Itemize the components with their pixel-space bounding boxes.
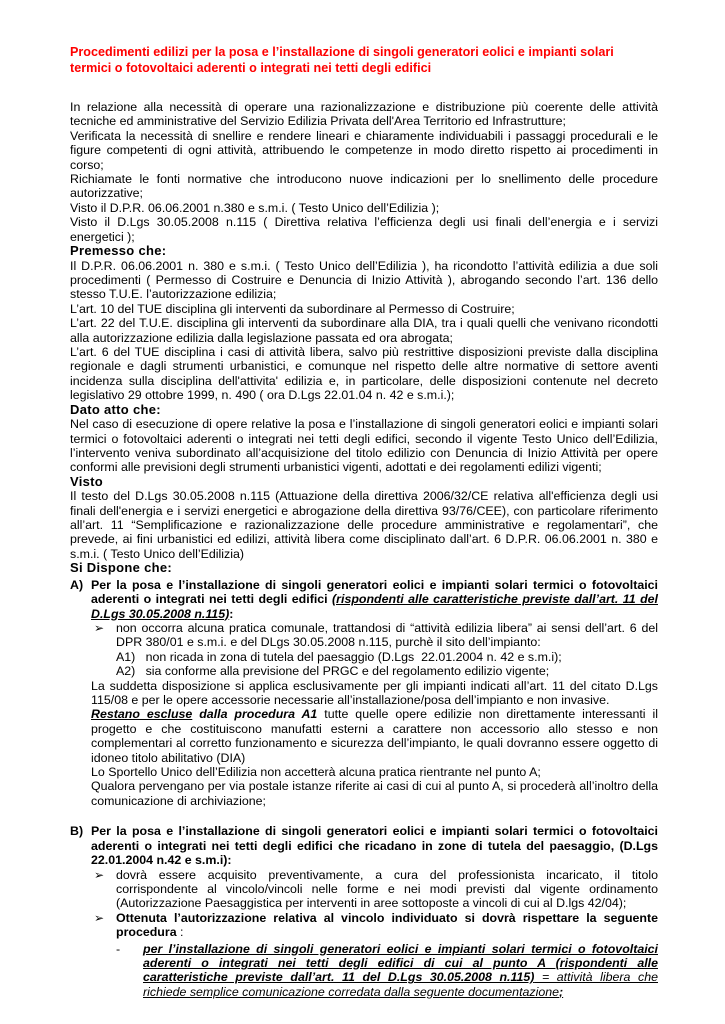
section-b-dash-bold: per l’installazione di singoli generatori eolici e impianti solari termici o fotovoltaici aderenti o integrati nei tetti degli edifici di cui al punto A (rispondenti alle caratteristiche previste dall’art. 11 del D.Lgs 30.05.2008 n.115) — [143, 941, 658, 985]
si-dispone-heading: Si Dispone che: — [70, 560, 173, 576]
section-b — [70, 824, 658, 999]
visto-heading: Visto — [70, 473, 104, 489]
section-b-bullet — [94, 868, 658, 911]
section-a-title-reference: (rispondenti alle caratteristiche previste dall’art. 11 del D.Lgs 30.05.2008 n.115) — [91, 592, 658, 621]
intro-paragraph: In relazione alla necessità di operare una razionalizzazione e distribuzione più coerente delle attività tecniche ed amministrative del Servizio Edilizia Privata dell'Area Territorio ed Infrastrutture; — [70, 100, 658, 129]
section-b-body — [91, 824, 658, 999]
premesso-paragraph: L’art. 10 del TUE disciplina gli interventi da subordinare al Permesso di Costruire; — [70, 301, 515, 316]
section-b-procedure-end: : — [176, 925, 184, 940]
arrow-bullet-icon: ➢ — [94, 621, 105, 635]
dato-atto-heading: Dato atto che: — [70, 401, 161, 417]
arrow-bullet-icon: ➢ — [94, 910, 105, 925]
visto-paragraph: Il testo del D.Lgs 30.05.2008 n.115 (Attuazione della direttiva 2006/32/CE relativa all'efficienza degli usi finali dell'energia e i servizi energetici e abrogazione della direttiva 93/76/CEE), con particolare riferimento all’art. 11 “Semplificazione e razionalizzazione delle procedure amministrative e regolamentari”, che prevede, ai fini urbanistici ed edilizi, attività libera come disciplinato dall’art. 6 D.P.R. 06.06.2001 n. 380 e s.m.i. ( Testo Unico dell’Edilizia) — [70, 489, 658, 561]
premesso-paragraph: L’art. 6 del TUE disciplina i casi di attività libera, salvo più restrittive disposizioni previste dalla disciplina regionale e dagli strumenti urbanistici, e comunque nel rispetto delle altre normative di settore aventi incidenza sulla disciplina dell'attivita' edilizia e, in particolare, delle disposizioni contenute nel decreto legislativo 29 ottobre 1999, n. 490 ( ora D.Lgs 22.01.04 n. 42 e s.m.i.); — [70, 345, 658, 403]
section-b-bullet-procedure — [116, 911, 658, 940]
section-a-note: La suddetta disposizione si applica esclusivamente per gli impianti indicati all’art. 11 del citato D.Lgs 115/08 e per le opere accessorie necessarie all’installazione/posa dell’impianto e non invasive. — [91, 678, 658, 708]
document-page — [70, 44, 658, 999]
premesso-heading: Premesso che: — [70, 243, 167, 259]
section-a-excluded — [91, 707, 658, 765]
section-a-title-end: : — [229, 606, 234, 621]
section-a-sub-item: A2) sia conforme alla previsione del PRGC e del regolamento edilizio vigente; — [116, 664, 550, 679]
section-a-excluded-lead: Restano escluse — [91, 707, 193, 722]
section-b-dash-end: ; — [559, 984, 564, 999]
arrow-bullet-icon: ➢ — [94, 867, 105, 882]
section-b-dash-item — [116, 942, 658, 1000]
section-b-dash-rest: = attività libera che richiede semplice comunicazione corredata dalla seguente documentazione — [143, 970, 658, 999]
section-a-title — [91, 578, 658, 621]
document-title: Procedimenti edilizi per la posa e l’installazione di singoli generatori eolici e impianti solari termici o fotovoltaici aderenti o integrati nei tetti degli edifici — [70, 45, 614, 75]
dato-atto-paragraph: Nel caso di esecuzione di opere relative la posa e l’installazione di singoli generatori eolici e impianti solari termici o fotovoltaici aderenti o integrati nei tetti degli edifici, secondo il vigente Testo Unico dell’Edilizia, l’intervento veniva subordinato all’acquisizione del titolo edilizio con Denuncia di Inizio Attività per opere conformi alle previsioni degli strumenti urbanistici vigenti, adottati e dei regolamenti edilizi vigenti; — [70, 417, 658, 475]
section-a-letter: A) — [70, 577, 84, 592]
section-b-procedure-text: Ottenuta l’autorizzazione relativa al vincolo individuato si dovrà rispettare la seguente procedura — [116, 910, 658, 940]
premesso-paragraph: L’art. 22 del T.U.E. disciplina gli interventi da subordinare alla DIA, tra i quali quelli che venivano ricondotti alla autorizzazione edilizia dalla legislazione passata ed ora abrogata; — [70, 316, 658, 345]
section-a-body — [91, 578, 658, 809]
intro-paragraph: Visto il D.Lgs 30.05.2008 n.115 ( Direttiva relativa l’efficienza degli usi finali dell’energia e i servizi energetici ); — [70, 215, 658, 244]
section-b-letter: B) — [70, 824, 84, 839]
section-b-title: Per la posa e l’installazione di singoli generatori eolici e impianti solari termici o fotovoltaici aderenti o integrati nei tetti degli edifici che ricadano in zone di tutela del paesaggio, (D.Lgs 22.01.2004 n.42 e s.m.i): — [91, 824, 658, 868]
dash-bullet: - — [116, 941, 121, 956]
section-a-excluded-text: tutte quelle opere edilizie non direttamente interessanti il progetto e che costituiscono manufatti esterni a carattere non accessorio allo stesso e non complementari al corretto funzionamento e sicurezza dell’impianto, le quali dovranno essere oggetto di idoneo titolo abilitativo (DIA) — [91, 707, 658, 765]
section-b-dash-text — [143, 942, 658, 1000]
section-a — [70, 578, 658, 809]
intro-paragraph: Visto il D.P.R. 06.06.2001 n.380 e s.m.i. ( Testo Unico dell’Edilizia ); — [70, 200, 440, 215]
section-a-bullet — [94, 621, 658, 650]
section-b-bullet-text: dovrà essere acquisito preventivamente, a cura del professionista incaricato, il titolo corrispondente al vincolo/vincoli nelle forme e nei modi previsti dal vigente ordinamento (Autorizzazione Paesaggistica per interventi in aree sottoposte a vincoli di cui al D.lgs 42/04); — [116, 867, 658, 911]
section-b-bullet — [94, 911, 658, 940]
section-a-sub-item: A1) non ricada in zona di tutela del paesaggio (D.Lgs 22.01.2004 n. 42 e s.m.i); — [116, 649, 562, 664]
premesso-paragraph: Il D.P.R. 06.06.2001 n. 380 e s.m.i. ( Testo Unico dell’Edilizia ), ha ricondotto l’attività edilizia a due soli procedimenti ( Permesso di Costruire e Denuncia di Inizio Attività ), abrogando secondo l’art. 136 dello stesso T.U.E. l’autorizzazione edilizia; — [70, 258, 658, 302]
section-a-title-text: Per la posa e l’installazione di singoli generatori eolici e impianti solari termici o fotovoltaici aderenti o integrati nei tetti degli edifici — [91, 577, 658, 607]
section-a-bullet-text: non occorra alcuna pratica comunale, trattandosi di “attività edilizia libera” ai sensi dell’art. 6 del DPR 380/01 e s.m.i. e del DLgs 30.05.2008 n.115, purchè il sito dell’impianto: — [116, 621, 658, 650]
section-a-qualora: Qualora pervengano per via postale istanze riferite ai casi di cui al punto A, si procederà all’inoltro della comunicazione di archiviazione; — [91, 779, 658, 808]
intro-paragraph: Verificata la necessità di snellire e rendere lineari e chiaramente individuabili i passaggi procedurali e le figure competenti di ogni attività, attribuendo le competenze in modo diretto rispetto ai procedimenti in corso; — [70, 128, 658, 172]
intro-paragraph: Richiamate le fonti normative che introducono nuove indicazioni per lo snellimento delle procedure autorizzative; — [70, 172, 658, 201]
section-a-excluded-lead-rest: dalla procedura A1 — [192, 707, 318, 722]
section-a-sportello: Lo Sportello Unico dell’Edilizia non accetterà alcuna pratica rientrante nel punto A; — [91, 765, 541, 780]
